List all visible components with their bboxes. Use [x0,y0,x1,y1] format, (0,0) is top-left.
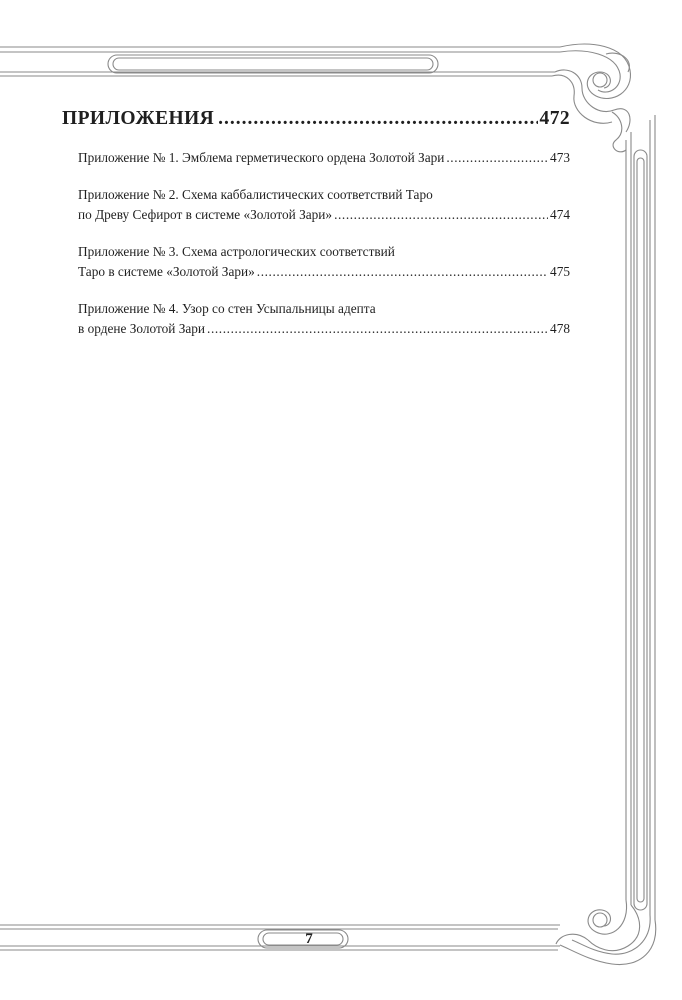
toc-entry-title-cont: в ордене Золотой Зари [78,321,206,336]
toc-entry-page: 474 [550,207,570,222]
toc-content [62,108,570,340]
section-page: 472 [539,108,570,129]
toc-entry-page: 473 [550,150,570,165]
toc-section-heading[interactable] [62,108,570,130]
toc-entry-title-cont: Таро в системе «Золотой Зари» [78,264,255,279]
toc-entry[interactable] [78,148,570,169]
toc-entry-page: 478 [550,321,570,336]
section-title: ПРИЛОЖЕНИЯ [62,108,215,129]
footer [0,930,682,948]
dot-leader [218,108,537,130]
toc-entry-title: Приложение № 2. Схема каббалистических соответствий Таро [78,186,433,202]
dot-leader [207,319,548,340]
toc-entry[interactable] [78,185,570,226]
toc-entry-title-cont: по Древу Сефирот в системе «Золотой Зари» [78,207,333,222]
dot-leader [257,262,548,283]
dot-leader [334,205,548,226]
toc-entry[interactable] [78,242,570,283]
toc-entry-title: Приложение № 3. Схема астрологических соответствий [78,243,395,259]
toc-entry[interactable] [78,299,570,340]
toc-entry-title: Приложение № 4. Узор со стен Усыпальницы адепта [78,300,376,316]
toc-entry-page: 475 [550,264,570,279]
toc-entry-title: Приложение № 1. Эмблема герметического ордена Золотой Зари [78,150,445,165]
dot-leader [446,148,548,169]
page-number: 7 [305,931,313,947]
